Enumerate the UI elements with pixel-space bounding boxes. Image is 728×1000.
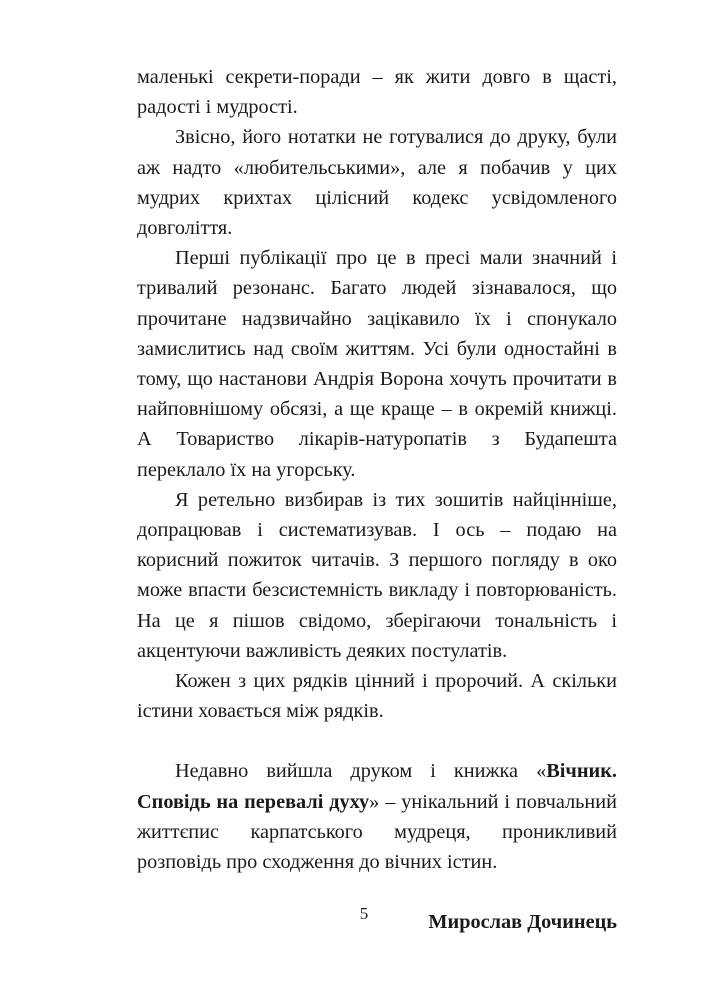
book-title: Вічник. Сповідь на перевалі духу [137, 760, 617, 813]
paragraph-spacer [137, 726, 617, 756]
announcement-lead-text: Недавно вийшла друком і книжка « [175, 760, 547, 783]
paragraph-book-announcement [137, 756, 617, 877]
author-signature: Мирослав Дочинець [428, 911, 617, 934]
page-number: 5 [359, 904, 369, 923]
paragraph-3: Перші публікації про це в пресі мали значний і тривалий резонанс. Багато людей зізнавалося, що прочитане надзвичайно зацікавило їх і спонукало замислитись над своїм життям. Усі були одностайні в тому, що настанови Андрія Ворона хочуть прочитати в найповнішому обсязі, а ще краще – в окремій книжці. А Товариство лікарів-натуропатів з Будапешта переклало їх на угорську. [137, 247, 617, 481]
paragraph-4: Я ретельно визбирав із тих зошитів найцінніше, допрацював і систематизував. І ось – подаю на корисний пожиток читачів. З першого погляду в око може впасти безсистемність викладу і повторюваність. На це я пішов свідомо, зберігаючи тональність і акцентуючи важливість деяких постулатів. [137, 488, 617, 662]
paragraph-1: маленькі секрети-поради – як жити довго в щасті, радості і мудрості. [137, 66, 617, 119]
paragraph-5: Кожен з цих рядків цінний і пророчий. А скільки істини ховається між рядків. [137, 670, 617, 723]
body-text [137, 62, 617, 937]
announcement-trailing-text: » – унікальний і повчальний життєпис карпатського мудреця, проникливий розповідь про сходження до вічних істин. [137, 790, 617, 874]
paragraph-2: Звісно, його нотатки не готувалися до друку, були аж надто «любительськими», але я побачив у цих мудрих крихтах цілісний кодекс усвідомленого довголіття. [137, 126, 617, 240]
